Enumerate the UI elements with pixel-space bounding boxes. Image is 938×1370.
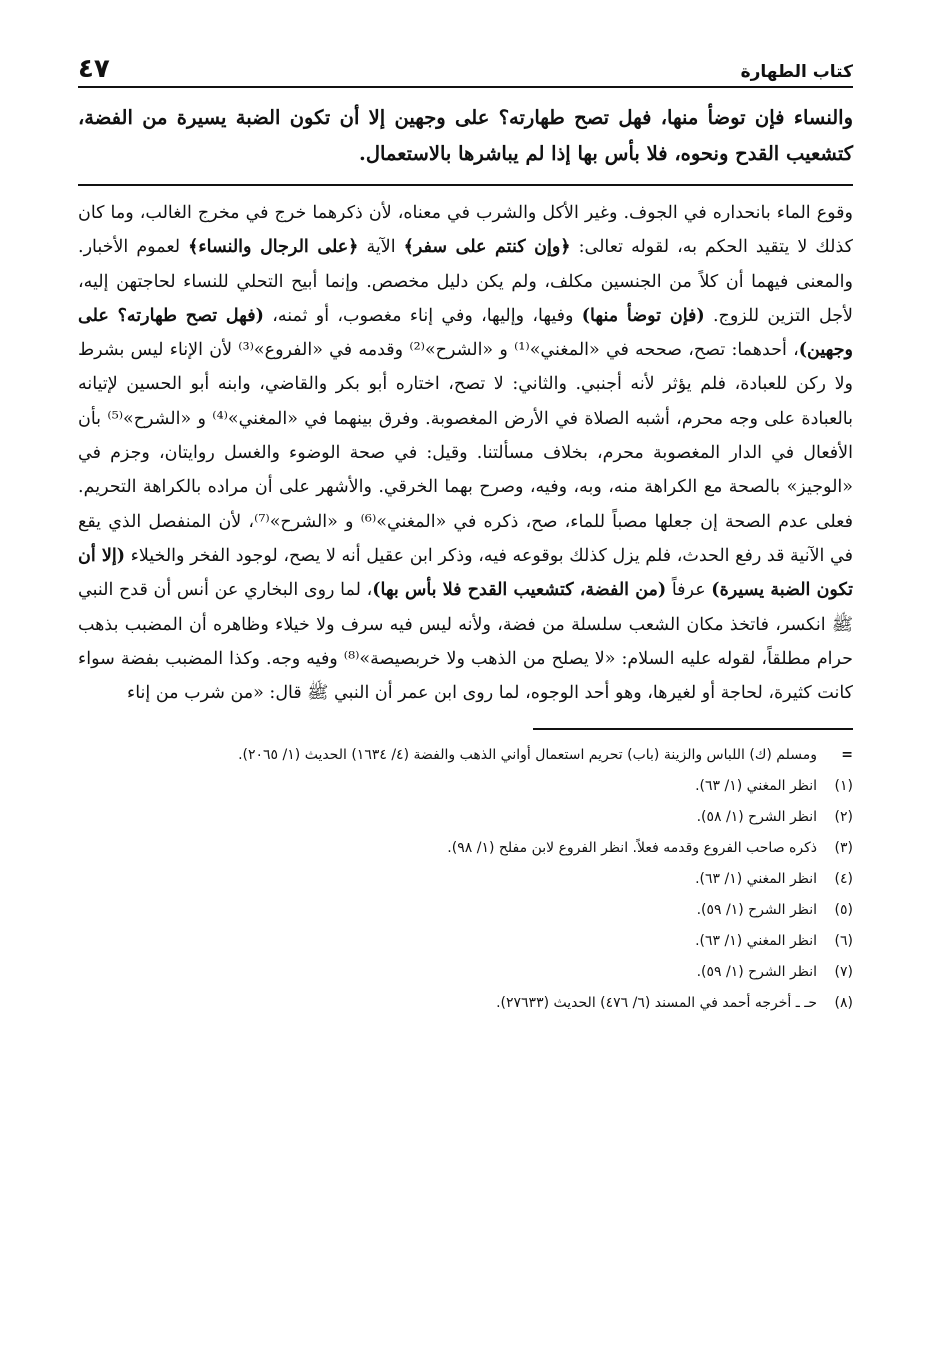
footnote-item — [78, 833, 853, 864]
footnote-number: (٨) — [834, 995, 853, 1012]
footnote-text: انظر المغني (١/ ٦٣). — [695, 778, 817, 795]
footnote-text: انظر المغني (١/ ٦٣). — [695, 871, 817, 888]
commentary-part: ، أحدهما: تصح، صححه في «المغني»⁽¹⁾ و «الشرح»⁽²⁾ وقدمه في «الفروع»⁽³⁾ لأن الإناء ليس بشرط ولا ركن للعبادة، فلم يؤثر لأنه أجنبي. والثاني: لا تصح، اختاره أبو بكر والقاضي، وابنه أبو الحسين لإتيانه بالعبادة على وجه محرم، أشبه الصلاة في الأرض المغصوبة. وفرق بينهما في «المغني»⁽⁴⁾ و «الشرح»⁽⁵⁾ بأن الأفعال في الدار المغصوبة محرم، بخلاف مسألتنا. وقيل: في صحة الوضوء والغسل روايتان، وجزم في «الوجيز» بالصحة مع الكراهة منه، وبه، وفيه، وصرح بهما الخرقي. والأشهر على أن مراده بالكراهة التحريم. فعلى عدم الصحة إن جعلها مصباً للماء، صح، ذكره في «المغني»⁽⁶⁾ و «الشرح»⁽⁷⁾، لأن المنفصل الذي يقع في الآنية قد رفع الحدث، فلم يزل كذلك بوقوعه فيه، وذكر ابن عقيل أنه لا يصح، لوجود الفخر والخيلاء — [78, 340, 853, 566]
running-header — [78, 40, 853, 88]
footnote-number: = — [841, 747, 853, 764]
footnote-number: (٢) — [834, 809, 853, 826]
commentary-part: لعموم الأخبار. والمعنى فيهما أن كلاً من الجنسين مكلف، ولم يكن دليل مخصص. وإنما أبيح التحلي للنساء لحاجتهن إليه، لأجل التزين للزوج. — [78, 237, 854, 326]
footnote-item — [78, 926, 853, 957]
commentary-part: الآية — [358, 237, 404, 258]
footnote-item — [78, 957, 853, 988]
footnote-item — [78, 988, 853, 1019]
footnote-text: ومسلم (ك) اللباس والزينة (باب) تحريم استعمال أواني الذهب والفضة (٤/ ١٦٣٤) الحديث (١/ ٢٠٦٥). — [238, 747, 817, 764]
quran-quote: ﴿وإن كنتم على سفر﴾ — [403, 237, 571, 258]
page-number: ٤٧ — [78, 54, 110, 84]
main-text: والنساء فإن توضأ منها، فهل تصح طهارته؟ على وجهين إلا أن تكون الضبة يسيرة من الفضة، كتشعيب القدح ونحوه، فلا بأس بها إذا لم يباشرها بالاستعمال. — [78, 106, 853, 165]
commentary-part: عرفاً — [666, 580, 712, 601]
footnote-divider — [533, 728, 853, 730]
footnote-number: (٦) — [834, 933, 853, 950]
footnote-text: انظر الشرح (١/ ٥٩). — [696, 964, 817, 981]
footnote-number: (٧) — [834, 964, 853, 981]
matn-quote: (إلا أن تكون الضبة يسيرة) — [78, 545, 853, 601]
footnote-number: (٤) — [834, 871, 853, 888]
matn-quote: (فإن توضأ منها) — [581, 305, 705, 326]
book-title: كتاب الطهارة — [740, 62, 853, 82]
footnote-item — [78, 895, 853, 926]
book-page — [78, 40, 853, 1350]
commentary-text — [78, 196, 853, 710]
footnote-text: حـ ـ أخرجه أحمد في المسند (٦/ ٤٧٦) الحديث (٢٧٦٣٣). — [496, 995, 817, 1012]
footnote-item — [78, 740, 853, 771]
quran-quote: ﴿على الرجال والنساء﴾ — [188, 237, 359, 258]
commentary-part: وفيها، وإليها، وفي إناء مغصوب، أو ثمنه، — [263, 305, 582, 326]
footnote-item — [78, 802, 853, 833]
section-divider — [78, 184, 853, 186]
footnotes — [78, 740, 853, 1019]
footnote-item — [78, 771, 853, 802]
footnote-text: انظر الشرح (١/ ٥٨). — [696, 809, 817, 826]
footnote-item — [78, 864, 853, 895]
footnote-number: (٥) — [834, 902, 853, 919]
commentary-part: وقوع الماء بانحداره في الجوف. وغير الأكل والشرب في معناه، لأن ذكرهما خرج في مخرج الغالب، وما كان كذلك لا يتقيد الحكم به، لقوله تعالى: — [78, 203, 853, 258]
footnote-text: انظر المغني (١/ ٦٣). — [695, 933, 817, 950]
matn-quote: (من الفضة، كتشعيب القدح فلا بأس بها) — [372, 580, 667, 601]
footnote-number: (١) — [834, 778, 853, 795]
matn-quote: (فهل تصح طهارته؟ على وجهين) — [78, 305, 853, 361]
footnote-text: انظر الشرح (١/ ٥٩). — [696, 902, 817, 919]
footnote-number: (٣) — [834, 840, 853, 857]
footnote-text: ذكره صاحب الفروع وقدمه فعلاً. انظر الفروع لابن مفلح (١/ ٩٨). — [447, 840, 817, 857]
commentary-part: ، لما روى البخاري عن أنس أن قدح النبي ﷺ انكسر، فاتخذ مكان الشعب سلسلة من فضة، ولأنه ليس فيه سرف ولا خيلاء وظاهره أن المضبب بذهب حرام مطلقاً، لقوله عليه السلام: «لا يصلح من الذهب ولا خربصيصة»⁽⁸⁾ وفيه وجه. وكذا المضبب بفضة سواء كانت كثيرة، لحاجة أو لغيرها، وهو أحد الوجوه، لما روى ابن عمر أن النبي ﷺ قال: «من شرب من إناء — [78, 580, 853, 704]
